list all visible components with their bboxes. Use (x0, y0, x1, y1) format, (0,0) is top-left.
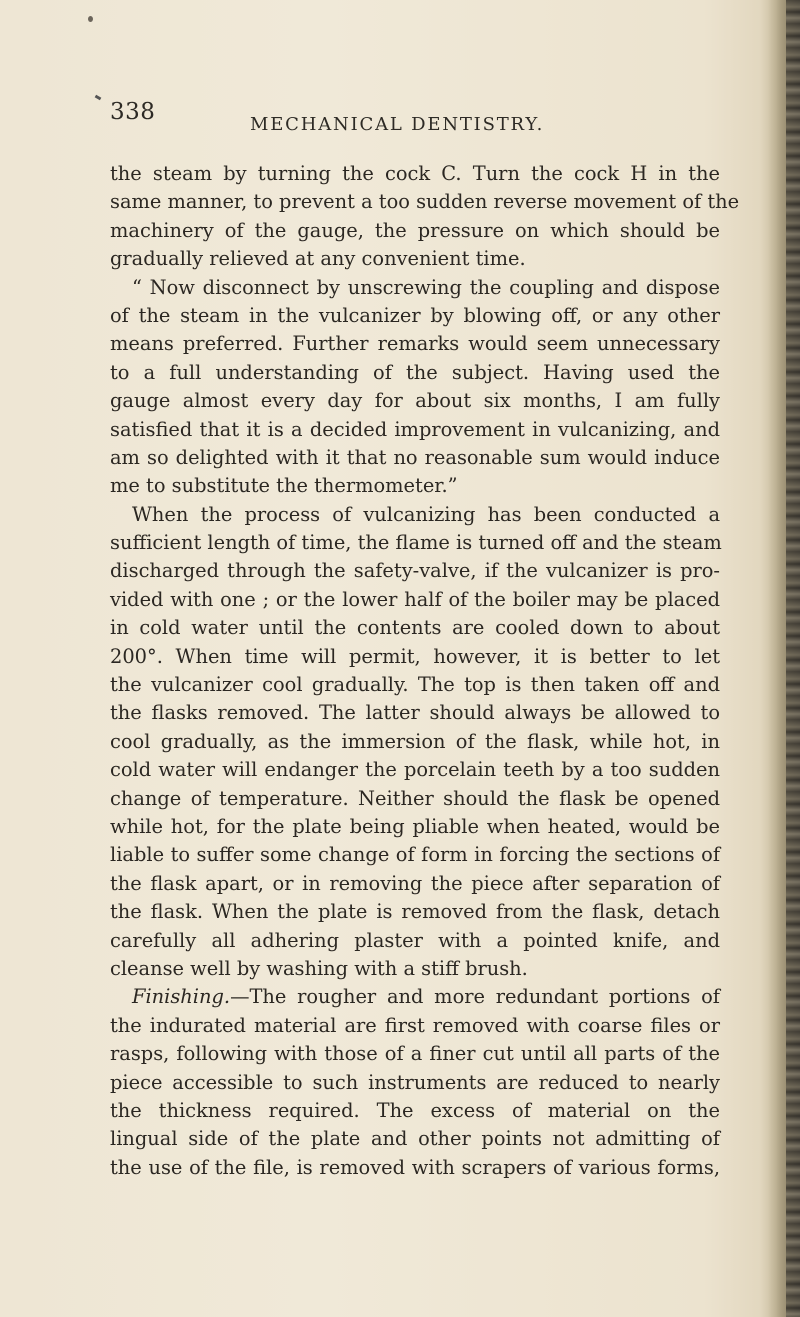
text-line: change of temperature. Neither should the flask be opened (110, 786, 720, 810)
text-line: of the steam in the vulcanizer by blowing off, or any other (110, 303, 720, 327)
page-number: 338 (110, 99, 156, 125)
text-line: the vulcanizer cool gradually. The top is then taken off and (110, 673, 720, 697)
text-line: the use of the file, is removed with scrapers of various forms, (110, 1155, 720, 1179)
text-line: discharged through the safety-valve, if the vulcanizer is pro- (110, 559, 720, 583)
text-line: carefully all adhering plaster with a pointed knife, and (110, 928, 720, 952)
text-line: piece accessible to such instruments are reduced to nearly (110, 1070, 720, 1094)
text-line: cleanse well by washing with a stiff brush. (110, 956, 528, 980)
text-line: am so delighted with it that no reasonable sum would induce (110, 445, 720, 469)
text-line: gradually relieved at any convenient time. (110, 247, 526, 271)
section-run-in-heading: Finishing. (132, 985, 231, 1009)
text-line: the steam by turning the cock C. Turn the cock H in the (110, 162, 720, 185)
text-line: the flask. When the plate is removed from the flask, detach (110, 900, 720, 924)
text-line: in cold water until the contents are cooled down to about (110, 616, 720, 640)
text-line: lingual side of the plate and other points not admitting of (110, 1127, 720, 1151)
finishing-paragraph-start (110, 983, 720, 1011)
text-line: rasps, following with those of a finer cut until all parts of the (110, 1042, 720, 1066)
text-line: the flasks removed. The latter should always be allowed to (110, 701, 720, 725)
text-line: means preferred. Further remarks would seem unnecessary (110, 332, 720, 356)
text-line: the flask apart, or in removing the piece after separation of (110, 871, 720, 895)
text-line: cold water will endanger the porcelain teeth by a too sudden (110, 758, 720, 782)
text-line: the thickness required. The excess of material on the (110, 1098, 720, 1122)
text-line: the indurated material are first removed with coarse files or (110, 1013, 720, 1037)
text-line: same manner, to prevent a too sudden reverse movement of the (110, 190, 740, 214)
text-line: liable to suffer some change of form in forcing the sections of (110, 843, 720, 867)
text-line: satisfied that it is a decided improvement in vulcanizing, and (110, 417, 720, 441)
page-curl-shadow (768, 0, 786, 1317)
text-line: 200°. When time will permit, however, it is better to let (110, 644, 720, 668)
text-line: machinery of the gauge, the pressure on which should be (110, 218, 720, 242)
text-line: cool gradually, as the immersion of the flask, while hot, in (110, 729, 720, 753)
text-line: gauge almost every day for about six months, I am fully (110, 389, 720, 413)
text-line: me to substitute the thermometer.” (110, 474, 458, 498)
page-header (110, 99, 720, 139)
ink-mark (95, 95, 102, 101)
text-line: while hot, for the plate being pliable when heated, would be (110, 814, 720, 838)
text-line: vided with one ; or the lower half of the boiler may be placed (110, 587, 720, 611)
text-line: to a full understanding of the subject. Having used the (110, 360, 720, 384)
ink-speck (88, 16, 93, 22)
text-run: —The rougher and more redundant portions of (230, 985, 720, 1009)
text-line: sufficient length of time, the flame is turned off and the steam (110, 531, 722, 555)
text-line: “ Now disconnect by unscrewing the coupling and dispose (132, 275, 720, 299)
book-binding-edge (786, 0, 800, 1317)
body-text (110, 160, 740, 1182)
text-line: When the process of vulcanizing has been conducted a (132, 502, 720, 526)
running-title: MECHANICAL DENTISTRY. (250, 114, 545, 135)
